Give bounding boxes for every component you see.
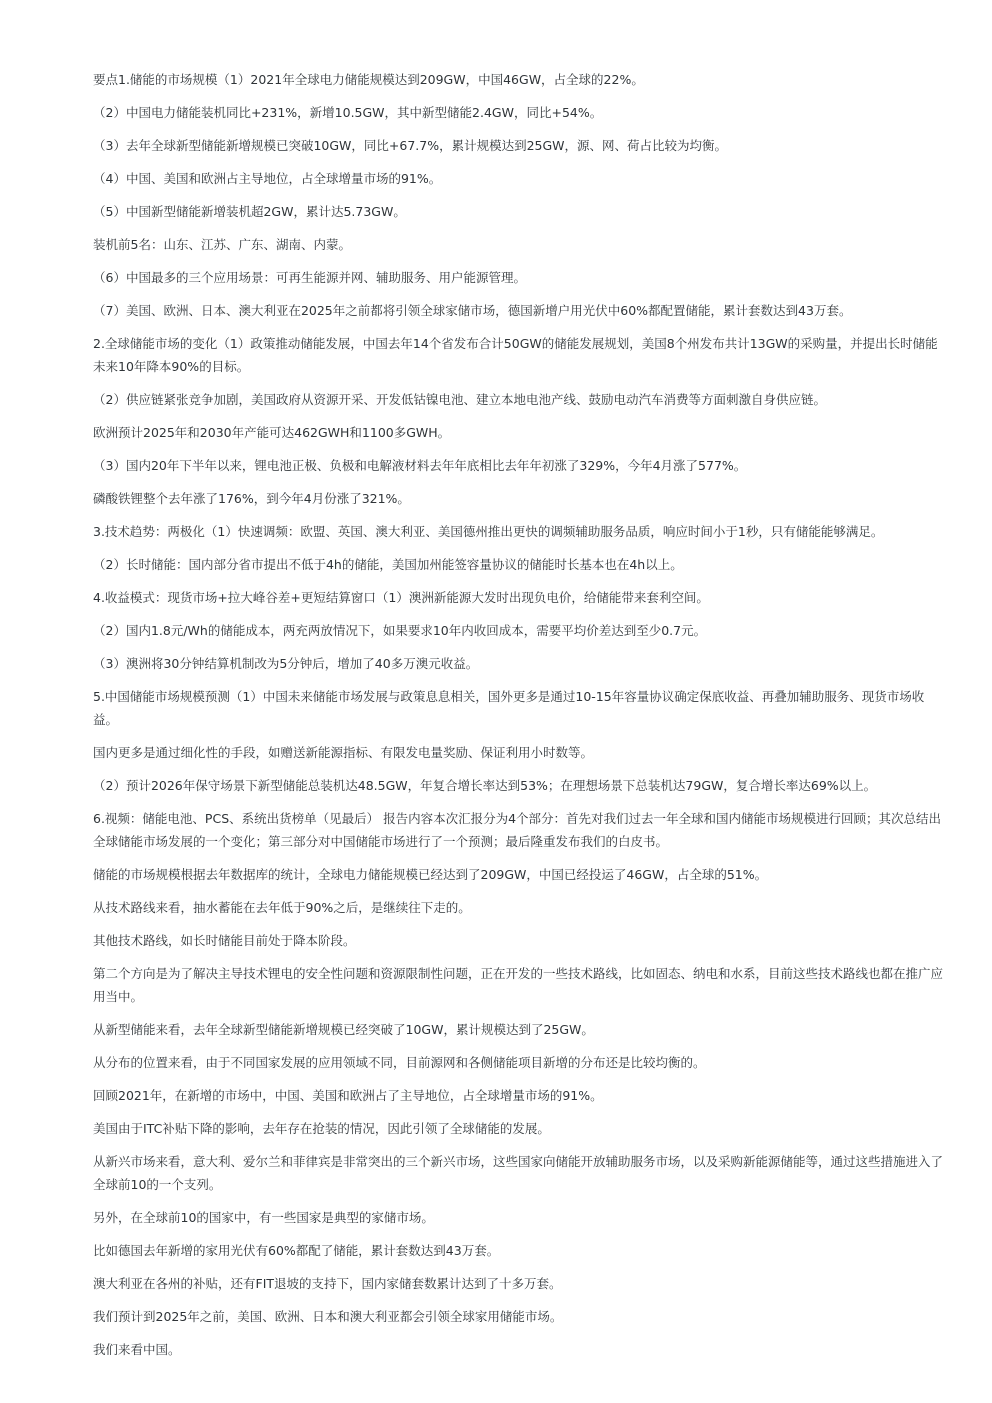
- paragraph: （3）澳洲将30分钟结算机制改为5分钟后，增加了40多万澳元收益。: [93, 656, 479, 671]
- paragraph: 从技术路线来看，抽水蓄能在去年低于90%之后，是继续往下走的。: [93, 900, 471, 915]
- paragraph: 我们预计到2025年之前，美国、欧洲、日本和澳大利亚都会引领全球家用储能市场。: [93, 1309, 563, 1324]
- paragraph: 装机前5名：山东、江苏、广东、湖南、内蒙。: [93, 237, 351, 252]
- paragraph: 欧洲预计2025年和2030年产能可达462GWH和1100多GWH。: [93, 425, 451, 440]
- paragraph: 2.全球储能市场的变化（1）政策推动储能发展，中国去年14个省发布合计50GW的储能发展规划，美国8个州发布共计13GW的采购量，并提出长时储能未来10年降本90%的目标。: [93, 336, 938, 374]
- document-body: [93, 68, 945, 1371]
- paragraph: （2）预计2026年保守场景下新型储能总装机达48.5GW，年复合增长率达到53%；在理想场景下总装机达79GW，复合增长率达69%以上。: [93, 778, 877, 793]
- paragraph: 从新兴市场来看，意大利、爱尔兰和菲律宾是非常突出的三个新兴市场，这些国家向储能开放辅助服务市场，以及采购新能源储能等，通过这些措施进入了全球前10的一个支列。: [93, 1154, 944, 1192]
- paragraph: （2）长时储能：国内部分省市提出不低于4h的储能，美国加州能签容量协议的储能时长基本也在4h以上。: [93, 557, 683, 572]
- paragraph: （6）中国最多的三个应用场景：可再生能源并网、辅助服务、用户能源管理。: [93, 270, 526, 285]
- paragraph: 3.技术趋势：两极化（1）快速调频：欧盟、英国、澳大利亚、美国德州推出更快的调频辅助服务品质，响应时间小于1秒，只有储能能够满足。: [93, 524, 884, 539]
- paragraph: 从新型储能来看，去年全球新型储能新增规模已经突破了10GW，累计规模达到了25GW。: [93, 1022, 594, 1037]
- paragraph: 另外，在全球前10的国家中，有一些国家是典型的家储市场。: [93, 1210, 434, 1225]
- paragraph: 4.收益模式：现货市场+拉大峰谷差+更短结算窗口（1）澳洲新能源大发时出现负电价，给储能带来套利空间。: [93, 590, 709, 605]
- paragraph: 6.视频：储能电池、PCS、系统出货榜单（见最后） 报告内容本次汇报分为4个部分：首先对我们过去一年全球和国内储能市场规模进行回顾；其次总结出全球储能市场发展的一个变化；第三部分对中国储能市场进行了一个预测；最后隆重发布我们的白皮书。: [93, 811, 942, 849]
- paragraph: 要点1.储能的市场规模（1）2021年全球电力储能规模达到209GW，中国46GW，占全球的22%。: [93, 72, 644, 87]
- paragraph: 比如德国去年新增的家用光伏有60%都配了储能，累计套数达到43万套。: [93, 1243, 500, 1258]
- paragraph: （2）供应链紧张竞争加剧，美国政府从资源开采、开发低钴镍电池、建立本地电池产线、鼓励电动汽车消费等方面刺激自身供应链。: [93, 392, 826, 407]
- paragraph: 储能的市场规模根据去年数据库的统计，全球电力储能规模已经达到了209GW，中国已经投运了46GW，占全球的51%。: [93, 867, 768, 882]
- paragraph: 其他技术路线，如长时储能目前处于降本阶段。: [93, 933, 356, 948]
- paragraph: （7）美国、欧洲、日本、澳大利亚在2025年之前都将引领全球家储市场，德国新增户用光伏中60%都配置储能，累计套数达到43万套。: [93, 303, 852, 318]
- paragraph: （3）国内20年下半年以来，锂电池正极、负极和电解液材料去年年底相比去年年初涨了329%，今年4月涨了577%。: [93, 458, 747, 473]
- paragraph: （3）去年全球新型储能新增规模已突破10GW，同比+67.7%，累计规模达到25GW，源、网、荷占比较为均衡。: [93, 138, 728, 153]
- paragraph: 我们来看中国。: [93, 1342, 181, 1357]
- paragraph: 从分布的位置来看，由于不同国家发展的应用领域不同，目前源网和各侧储能项目新增的分布还是比较均衡的。: [93, 1055, 706, 1070]
- paragraph: 回顾2021年，在新增的市场中，中国、美国和欧洲占了主导地位，占全球增量市场的91%。: [93, 1088, 603, 1103]
- paragraph: 澳大利亚在各州的补贴，还有FIT退坡的支持下，国内家储套数累计达到了十多万套。: [93, 1276, 562, 1291]
- paragraph: 5.中国储能市场规模预测（1）中国未来储能市场发展与政策息息相关，国外更多是通过10-15年容量协议确定保底收益、再叠加辅助服务、现货市场收益。: [93, 689, 925, 727]
- paragraph: 美国由于ITC补贴下降的影响，去年存在抢装的情况，因此引领了全球储能的发展。: [93, 1121, 550, 1136]
- paragraph: （2）中国电力储能装机同比+231%，新增10.5GW，其中新型储能2.4GW，同比+54%。: [93, 105, 603, 120]
- paragraph: 国内更多是通过细化性的手段，如赠送新能源指标、有限发电量奖励、保证利用小时数等。: [93, 745, 594, 760]
- paragraph: （4）中国、美国和欧洲占主导地位，占全球增量市场的91%。: [93, 171, 442, 186]
- paragraph: 磷酸铁锂整个去年涨了176%，到今年4月份涨了321%。: [93, 491, 410, 506]
- paragraph: （2）国内1.8元/Wh的储能成本，两充两放情况下，如果要求10年内收回成本，需要平均价差达到至少0.7元。: [93, 623, 707, 638]
- paragraph: 第二个方向是为了解决主导技术锂电的安全性问题和资源限制性问题，正在开发的一些技术路线，比如固态、纳电和水系，目前这些技术路线也都在推广应用当中。: [93, 966, 944, 1004]
- paragraph: （5）中国新型储能新增装机超2GW，累计达5.73GW。: [93, 204, 406, 219]
